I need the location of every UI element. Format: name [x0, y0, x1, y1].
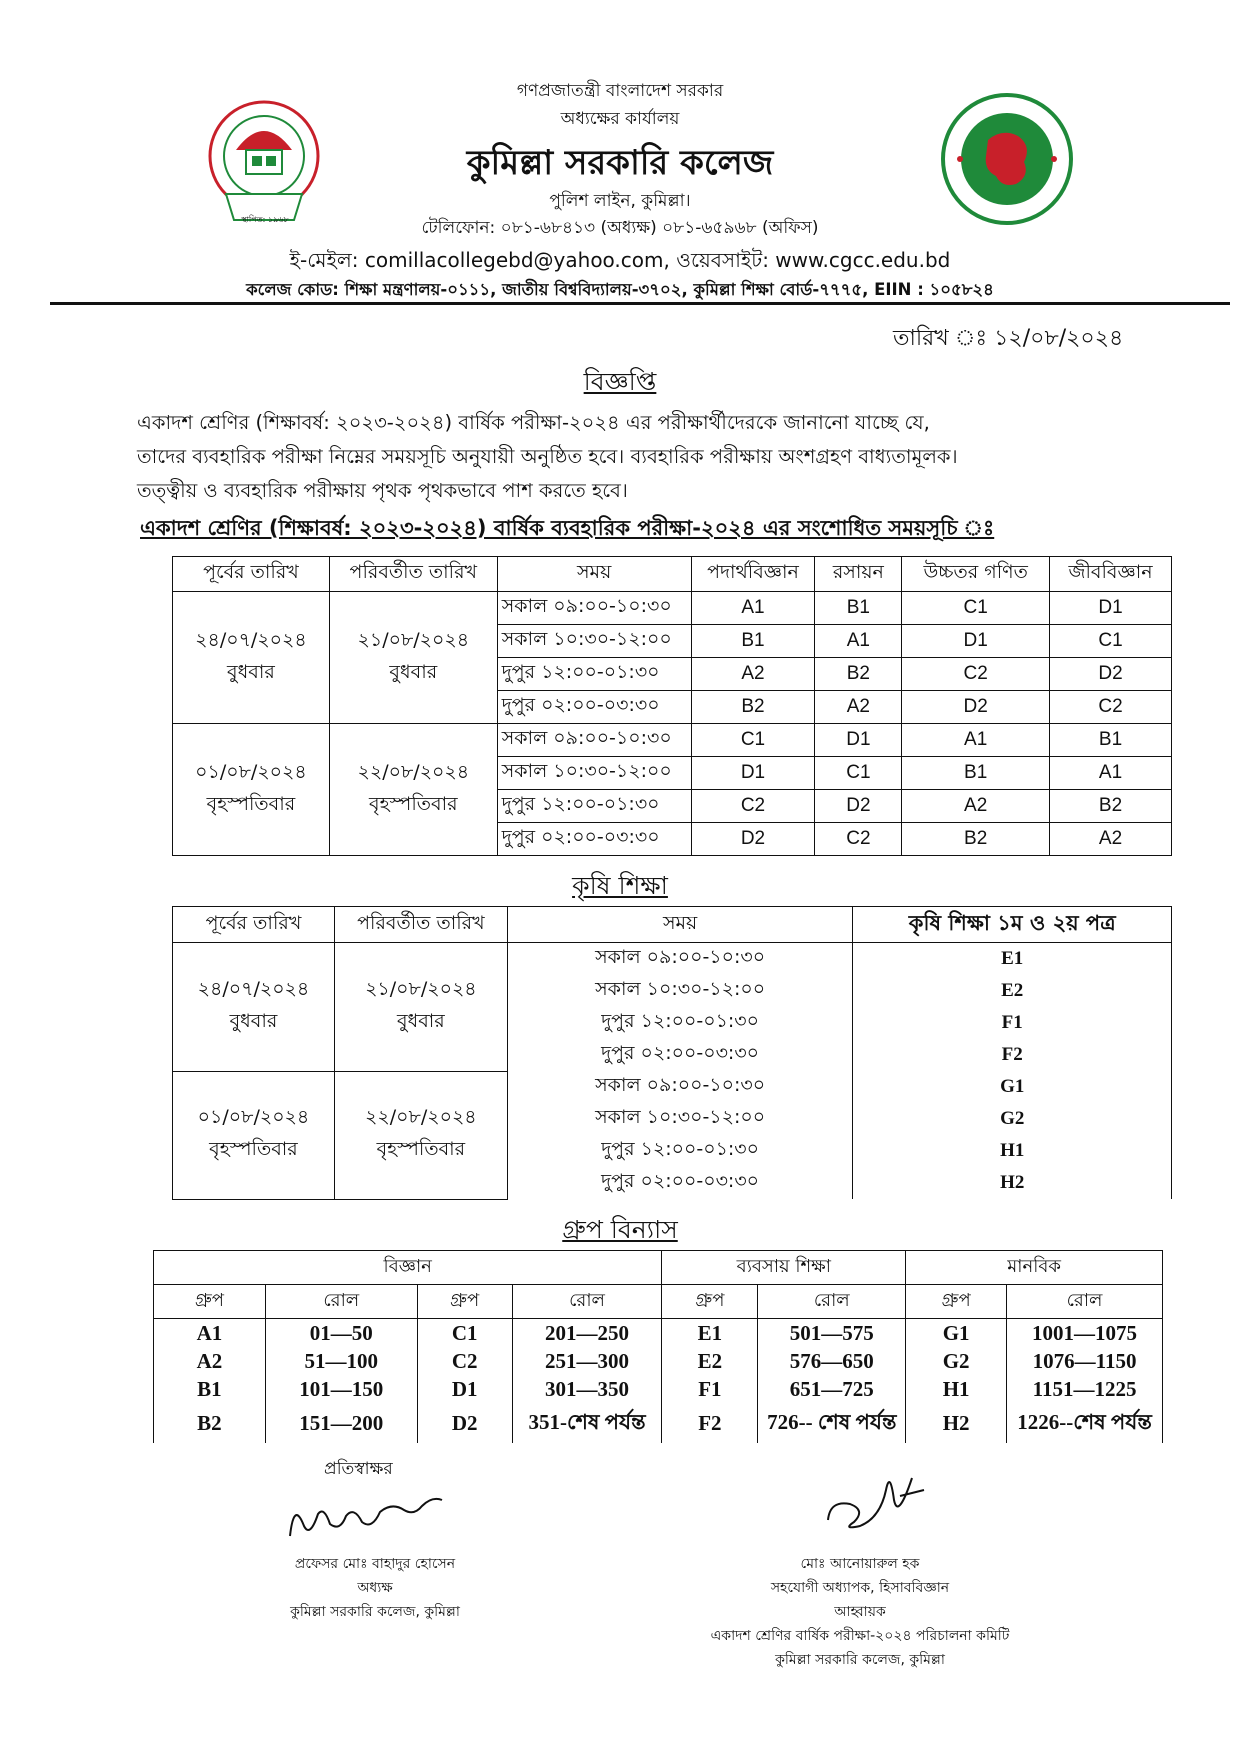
time-cell: সকাল ০৯:০০-১০:৩০ — [507, 943, 853, 976]
group-cell: E2 — [662, 1347, 758, 1375]
old-date-cell — [173, 943, 335, 1072]
table-row — [154, 1375, 1163, 1403]
old-date: ২৪/০৭/২০২৪ — [197, 977, 310, 1000]
group-cell: C1 — [417, 1319, 512, 1348]
college-logo — [206, 98, 322, 228]
table-row — [173, 592, 1172, 625]
signatory-right — [660, 1552, 1060, 1672]
codes-line: কলেজ কোড: শিক্ষা মন্ত্রণালয়-০১১১, জাতীয় বিশ্ববিদ্যালয়-৩৭০২, কুমিল্লা শিক্ষা বোর্ড-৭৭৭৫, EIIN : ১০৫৮২৪ — [246, 280, 994, 299]
signatory-org: কুমিল্লা সরকারি কলেজ, কুমিল্লা — [290, 1604, 460, 1620]
roll-header: রোল — [1007, 1285, 1163, 1319]
group-code-cell: B2 — [815, 658, 902, 691]
group-header: গ্রুপ — [662, 1285, 758, 1319]
group-cell: B1 — [154, 1375, 266, 1403]
section-header-row — [154, 1251, 1163, 1285]
group-cell: A2 — [154, 1347, 266, 1375]
group-code-cell: B2 — [902, 823, 1050, 856]
col-old-date: পূর্বের তারিখ — [173, 557, 330, 592]
group-code-cell: D2 — [1050, 658, 1172, 691]
signatory-name: প্রফেসর মোঃ বাহাদুর হোসেন — [294, 1556, 456, 1572]
new-date-cell — [329, 724, 497, 856]
group-code-cell: B1 — [902, 757, 1050, 790]
signatory-committee: একাদশ শ্রেণির বার্ষিক পরীক্ষা-২০২৪ পরিচালনা কমিটি — [710, 1628, 1010, 1644]
signatory-role: আহ্বায়ক — [834, 1604, 886, 1620]
government-seal — [940, 92, 1074, 226]
group-header: গ্রুপ — [154, 1285, 266, 1319]
old-date: ০১/০৮/২০২৪ — [195, 760, 307, 783]
time-cell: দুপুর ১২:০০-০১:৩০ — [497, 790, 691, 823]
group-code-cell: C1 — [1050, 625, 1172, 658]
group-code-cell: F2 — [853, 1039, 1172, 1071]
roll-cell: 1151—1225 — [1007, 1375, 1163, 1403]
group-cell: A1 — [154, 1319, 266, 1348]
notice-title: বিজ্ঞপ্তি — [583, 367, 657, 396]
time-cell: সকাল ০৯:০০-১০:৩০ — [497, 724, 691, 757]
col-biology: জীববিজ্ঞান — [1050, 557, 1172, 592]
roll-cell: 501—575 — [758, 1319, 906, 1348]
group-code-cell: C2 — [902, 658, 1050, 691]
group-cell: G2 — [906, 1347, 1007, 1375]
group-code-cell: A2 — [815, 691, 902, 724]
phone-line: টেলিফোন: ০৮১-৬৮৪১৩ (অধ্যক্ষ) ০৮১-৬৫৯৬৮ (অফিস) — [421, 218, 819, 238]
sub-header-row — [154, 1285, 1163, 1319]
group-code-cell: D1 — [902, 625, 1050, 658]
group-header: গ্রুপ — [906, 1285, 1007, 1319]
group-code-cell: A1 — [1050, 757, 1172, 790]
govt-line: গণপ্রজাতন্ত্রী বাংলাদেশ সরকার — [516, 81, 724, 101]
group-code-cell: D1 — [815, 724, 902, 757]
col-time: সময় — [507, 907, 853, 943]
col-chemistry: রসায়ন — [815, 557, 902, 592]
notice-paragraph — [137, 406, 1107, 508]
group-code-cell: H2 — [853, 1167, 1172, 1199]
signature-left — [280, 1486, 450, 1552]
group-code-cell: A1 — [691, 592, 815, 625]
group-cell: G1 — [906, 1319, 1007, 1348]
group-code-cell: A2 — [691, 658, 815, 691]
roll-cell: 726-- শেষ পর্যন্ত — [758, 1403, 906, 1443]
table-row — [154, 1319, 1163, 1348]
group-code-cell: B2 — [691, 691, 815, 724]
group-code-cell: C2 — [1050, 691, 1172, 724]
group-code-cell: B1 — [1050, 724, 1172, 757]
old-day: বুধবার — [227, 660, 275, 683]
time-cell: সকাল ১০:৩০-১২:০০ — [497, 625, 691, 658]
section-humanities: মানবিক — [906, 1251, 1163, 1285]
new-day: বুধবার — [396, 1009, 445, 1032]
old-date-cell — [173, 1071, 335, 1199]
group-code-cell: B1 — [815, 592, 902, 625]
address-line: পুলিশ লাইন, কুমিল্লা। — [549, 191, 691, 211]
agri-title: কৃষি শিক্ষা — [572, 871, 668, 900]
group-cell: F2 — [662, 1403, 758, 1443]
new-date: ২১/০৮/২০২৪ — [365, 977, 477, 1000]
section-business: ব্যবসায় শিক্ষা — [662, 1251, 906, 1285]
group-cell: D1 — [417, 1375, 512, 1403]
group-code-cell: F1 — [853, 1007, 1172, 1039]
time-cell: সকাল ১০:৩০-১২:০০ — [497, 757, 691, 790]
roll-header: রোল — [758, 1285, 906, 1319]
group-code-cell: C1 — [691, 724, 815, 757]
paragraph-line: তাদের ব্যবহারিক পরীক্ষা নিম্নের সময়সূচি অনুযায়ী অনুষ্ঠিত হবে। ব্যবহারিক পরীক্ষায় অংশগ্রহণ বাধ্যতামূলক। — [137, 445, 958, 468]
old-date: ২৪/০৭/২০২৪ — [195, 628, 307, 651]
signatory-title: সহযোগী অধ্যাপক, হিসাববিজ্ঞান — [770, 1580, 950, 1596]
roll-cell: 101—150 — [265, 1375, 417, 1403]
group-code-cell: B2 — [1050, 790, 1172, 823]
roll-cell: 1226--শেষ পর্যন্ত — [1007, 1403, 1163, 1443]
signatory-org: কুমিল্লা সরকারি কলেজ, কুমিল্লা — [775, 1652, 945, 1668]
group-code-cell: C1 — [815, 757, 902, 790]
time-cell: দুপুর ০২:০০-০৩:৩০ — [497, 823, 691, 856]
signature-right — [820, 1460, 930, 1544]
table-header-row — [173, 907, 1172, 943]
group-code-cell: A2 — [1050, 823, 1172, 856]
group-code-cell: D2 — [815, 790, 902, 823]
new-day: বৃহস্পতিবার — [376, 1138, 466, 1160]
old-date: ০১/০৮/২০২৪ — [197, 1106, 310, 1128]
time-cell: দুপুর ০২:০০-০৩:৩০ — [507, 1039, 853, 1071]
roll-cell: 251—300 — [512, 1347, 662, 1375]
group-code-cell: B1 — [691, 625, 815, 658]
new-date: ২২/০৮/২০২৪ — [365, 1106, 477, 1128]
time-cell: সকাল ১০:৩০-১২:০০ — [507, 1103, 853, 1135]
time-cell: সকাল ১০:৩০-১২:০০ — [507, 975, 853, 1007]
col-old-date: পূর্বের তারিখ — [173, 907, 335, 943]
group-code-cell: C2 — [691, 790, 815, 823]
group-title: গ্রুপ বিন্যাস — [562, 1215, 678, 1244]
college-name: কুমিল্লা সরকারি কলেজ — [466, 143, 774, 183]
group-code-cell: D1 — [691, 757, 815, 790]
group-code-cell: A1 — [815, 625, 902, 658]
table-row — [154, 1403, 1163, 1443]
agri-schedule-table — [172, 906, 1172, 1200]
logo-establishment: স্থাপিত: ১৯৬৮ — [241, 215, 289, 224]
col-physics: পদার্থবিজ্ঞান — [691, 557, 815, 592]
signatory-left — [240, 1552, 510, 1624]
group-cell: H1 — [906, 1375, 1007, 1403]
group-code-cell: H1 — [853, 1135, 1172, 1167]
signatory-name: মোঃ আনোয়ারুল হক — [800, 1556, 920, 1572]
old-day: বুধবার — [229, 1009, 278, 1032]
table-row — [173, 724, 1172, 757]
old-date-cell — [173, 592, 330, 724]
email-line: ই-মেইল: comillacollegebd@yahoo.com, ওয়েবসাইট: www.cgcc.edu.bd — [289, 248, 951, 272]
roll-cell: 1001—1075 — [1007, 1319, 1163, 1348]
section-science: বিজ্ঞান — [154, 1251, 662, 1285]
table-row — [173, 1071, 1172, 1103]
roll-header: রোল — [265, 1285, 417, 1319]
group-cell: B2 — [154, 1403, 266, 1443]
schedule-title: একাদশ শ্রেণির (শিক্ষাবর্ষ: ২০২৩-২০২৪) বার্ষিক ব্যবহারিক পরীক্ষা-২০২৪ এর সংশোধিত সময়সূচি ঃ — [140, 516, 995, 540]
roll-cell: 51—100 — [265, 1347, 417, 1375]
col-time: সময় — [497, 557, 691, 592]
group-code-cell: A2 — [902, 790, 1050, 823]
new-date-cell — [334, 943, 507, 1072]
roll-cell: 301—350 — [512, 1375, 662, 1403]
group-code-cell: C1 — [902, 592, 1050, 625]
new-day: বৃহস্পতিবার — [369, 792, 458, 815]
time-cell: দুপুর ১২:০০-০১:৩০ — [507, 1007, 853, 1039]
roll-cell: 201—250 — [512, 1319, 662, 1348]
roll-header: রোল — [512, 1285, 662, 1319]
time-cell: সকাল ০৯:০০-১০:৩০ — [497, 592, 691, 625]
roll-cell: 1076—1150 — [1007, 1347, 1163, 1375]
table-row — [154, 1347, 1163, 1375]
group-code-cell: D2 — [902, 691, 1050, 724]
group-code-cell: E1 — [853, 943, 1172, 976]
time-cell: দুপুর ০২:০০-০৩:৩০ — [497, 691, 691, 724]
group-code-cell: G2 — [853, 1103, 1172, 1135]
header-divider — [50, 302, 1230, 305]
col-higher-math: উচ্চতর গণিত — [902, 557, 1050, 592]
old-day: বৃহস্পতিবার — [206, 792, 296, 815]
table-row — [173, 943, 1172, 976]
roll-cell: 01—50 — [265, 1319, 417, 1348]
group-code-cell: D1 — [1050, 592, 1172, 625]
new-date: ২১/০৮/২০২৪ — [357, 628, 470, 651]
countersign-label: প্রতিস্বাক্ষর — [324, 1459, 393, 1479]
office-line: অধ্যক্ষের কার্যালয় — [560, 109, 680, 129]
group-cell: C2 — [417, 1347, 512, 1375]
group-code-cell: G1 — [853, 1071, 1172, 1103]
col-new-date: পরিবর্তীত তারিখ — [334, 907, 507, 943]
signatory-title: অধ্যক্ষ — [357, 1580, 393, 1596]
group-cell: H2 — [906, 1403, 1007, 1443]
new-day: বুধবার — [389, 660, 438, 683]
science-schedule-table — [172, 556, 1172, 856]
new-date-cell — [329, 592, 497, 724]
new-date-cell — [334, 1071, 507, 1199]
table-header-row — [173, 557, 1172, 592]
time-cell: দুপুর ১২:০০-০১:৩০ — [497, 658, 691, 691]
old-day: বৃহস্পতিবার — [209, 1138, 298, 1160]
paragraph-line: তত্ত্বীয় ও ব্যবহারিক পরীক্ষায় পৃথক পৃথকভাবে পাশ করতে হবে। — [137, 479, 628, 502]
group-code-cell: A1 — [902, 724, 1050, 757]
time-cell: সকাল ০৯:০০-১০:৩০ — [507, 1071, 853, 1103]
group-header: গ্রুপ — [417, 1285, 512, 1319]
old-date-cell — [173, 724, 330, 856]
notice-date: তারিখ ঃ ১২/০৮/২০২৪ — [893, 326, 1124, 351]
group-code-cell: E2 — [853, 975, 1172, 1007]
roll-cell: 351-শেষ পর্যন্ত — [512, 1403, 662, 1443]
time-cell: দুপুর ০২:০০-০৩:৩০ — [507, 1167, 853, 1199]
group-cell: D2 — [417, 1403, 512, 1443]
group-cell: F1 — [662, 1375, 758, 1403]
roll-cell: 151—200 — [265, 1403, 417, 1443]
group-cell: E1 — [662, 1319, 758, 1348]
group-code-cell: D2 — [691, 823, 815, 856]
paragraph-line: একাদশ শ্রেণির (শিক্ষাবর্ষ: ২০২৩-২০২৪) বার্ষিক পরীক্ষা-২০২৪ এর পরীক্ষার্থীদেরকে জানানো যাচ্ছে যে, — [137, 411, 930, 434]
col-new-date: পরিবর্তীত তারিখ — [329, 557, 497, 592]
group-table — [153, 1250, 1163, 1443]
roll-cell: 651—725 — [758, 1375, 906, 1403]
col-agri-paper: কৃষি শিক্ষা ১ম ও ২য় পত্র — [853, 907, 1172, 943]
roll-cell: 576—650 — [758, 1347, 906, 1375]
group-code-cell: C2 — [815, 823, 902, 856]
time-cell: দুপুর ১২:০০-০১:৩০ — [507, 1135, 853, 1167]
new-date: ২২/০৮/২০২৪ — [357, 760, 470, 783]
